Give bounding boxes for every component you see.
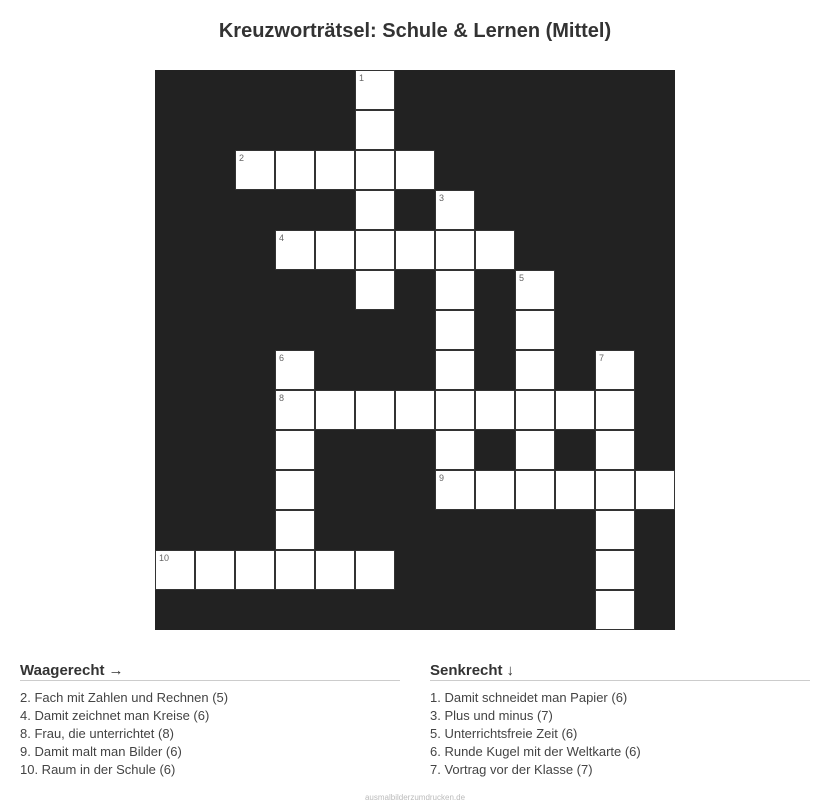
crossword-grid [155, 70, 675, 630]
down-heading-label: Senkrecht [430, 662, 503, 679]
crossword-cell[interactable] [315, 230, 355, 270]
crossword-cell[interactable] [315, 550, 355, 590]
crossword-cell[interactable] [515, 470, 555, 510]
clue-number: 7 [599, 353, 605, 363]
clue-number: 2 [239, 153, 245, 163]
crossword-cell[interactable] [435, 470, 475, 510]
crossword-cell[interactable] [355, 70, 395, 110]
crossword-cell[interactable] [395, 150, 435, 190]
crossword-cell[interactable] [275, 510, 315, 550]
across-clues [20, 662, 400, 779]
crossword-cell[interactable] [435, 310, 475, 350]
crossword-cell[interactable] [355, 150, 395, 190]
clue-number: 10 [159, 553, 170, 563]
across-heading-label: Waagerecht [20, 662, 105, 679]
crossword-cell[interactable] [435, 230, 475, 270]
crossword-cell[interactable] [275, 550, 315, 590]
crossword-cell[interactable] [595, 390, 635, 430]
crossword-cell[interactable] [275, 430, 315, 470]
crossword-cell[interactable] [195, 550, 235, 590]
crossword-cell[interactable] [435, 430, 475, 470]
crossword-cell[interactable] [595, 430, 635, 470]
crossword-cell[interactable] [435, 390, 475, 430]
crossword-cell[interactable] [275, 150, 315, 190]
across-clue: 2. Fach mit Zahlen und Rechnen (5) [20, 690, 229, 705]
crossword-cell[interactable] [595, 510, 635, 550]
crossword-cell[interactable] [355, 390, 395, 430]
crossword-cell[interactable] [355, 190, 395, 230]
crossword-cell[interactable] [155, 550, 195, 590]
crossword-cell[interactable] [595, 470, 635, 510]
arrow-down-icon: ↓ [506, 662, 515, 679]
crossword-cell[interactable] [355, 550, 395, 590]
across-clue: 10. Raum in der Schule (6) [20, 762, 176, 777]
crossword-cell[interactable] [275, 230, 315, 270]
down-clue: 3. Plus und minus (7) [430, 708, 553, 723]
down-clue: 5. Unterrichtsfreie Zeit (6) [430, 726, 578, 741]
crossword-cell[interactable] [515, 390, 555, 430]
crossword-cell[interactable] [355, 270, 395, 310]
crossword-cell[interactable] [395, 230, 435, 270]
crossword-cell[interactable] [315, 390, 355, 430]
crossword-cell[interactable] [275, 390, 315, 430]
page-title: Kreuzworträtsel: Schule & Lernen (Mittel) [218, 20, 612, 42]
crossword-cell[interactable] [515, 350, 555, 390]
crossword-cell[interactable] [235, 150, 275, 190]
clue-number: 3 [439, 193, 445, 203]
crossword-cell[interactable] [435, 350, 475, 390]
across-clue: 9. Damit malt man Bilder (6) [20, 744, 182, 759]
down-heading [430, 662, 810, 681]
crossword-cell[interactable] [635, 470, 675, 510]
crossword-cell[interactable] [475, 390, 515, 430]
crossword-cell[interactable] [235, 550, 275, 590]
crossword-cell[interactable] [355, 230, 395, 270]
across-clue: 8. Frau, die unterrichtet (8) [20, 726, 174, 741]
down-clue: 7. Vortrag vor der Klasse (7) [430, 762, 593, 777]
down-clue: 6. Runde Kugel mit der Weltkarte (6) [430, 744, 641, 759]
crossword-cell[interactable] [435, 270, 475, 310]
across-heading [20, 662, 400, 681]
clue-number: 8 [279, 393, 285, 403]
crossword-cell[interactable] [555, 470, 595, 510]
crossword-cell[interactable] [515, 270, 555, 310]
crossword-cell[interactable] [515, 430, 555, 470]
arrow-right-icon: → [108, 662, 124, 679]
crossword-cell[interactable] [475, 470, 515, 510]
clue-number: 6 [279, 353, 285, 363]
crossword-cell[interactable] [315, 150, 355, 190]
crossword-cell[interactable] [595, 590, 635, 630]
crossword-cell[interactable] [595, 350, 635, 390]
down-clue: 1. Damit schneidet man Papier (6) [430, 690, 628, 705]
clue-number: 1 [359, 73, 365, 83]
crossword-cell[interactable] [395, 390, 435, 430]
crossword-cell[interactable] [475, 230, 515, 270]
crossword-cell[interactable] [275, 350, 315, 390]
down-clues [430, 662, 810, 779]
crossword-cell[interactable] [515, 310, 555, 350]
crossword-cell[interactable] [275, 470, 315, 510]
clue-number: 9 [439, 473, 445, 483]
crossword-cell[interactable] [435, 190, 475, 230]
across-clue: 4. Damit zeichnet man Kreise (6) [20, 708, 210, 723]
crossword-cell[interactable] [555, 390, 595, 430]
clue-number: 4 [279, 233, 285, 243]
crossword-cell[interactable] [355, 110, 395, 150]
clue-number: 5 [519, 273, 525, 283]
footer-watermark: ausmalbilderzumdrucken.de [364, 793, 466, 802]
crossword-cell[interactable] [595, 550, 635, 590]
